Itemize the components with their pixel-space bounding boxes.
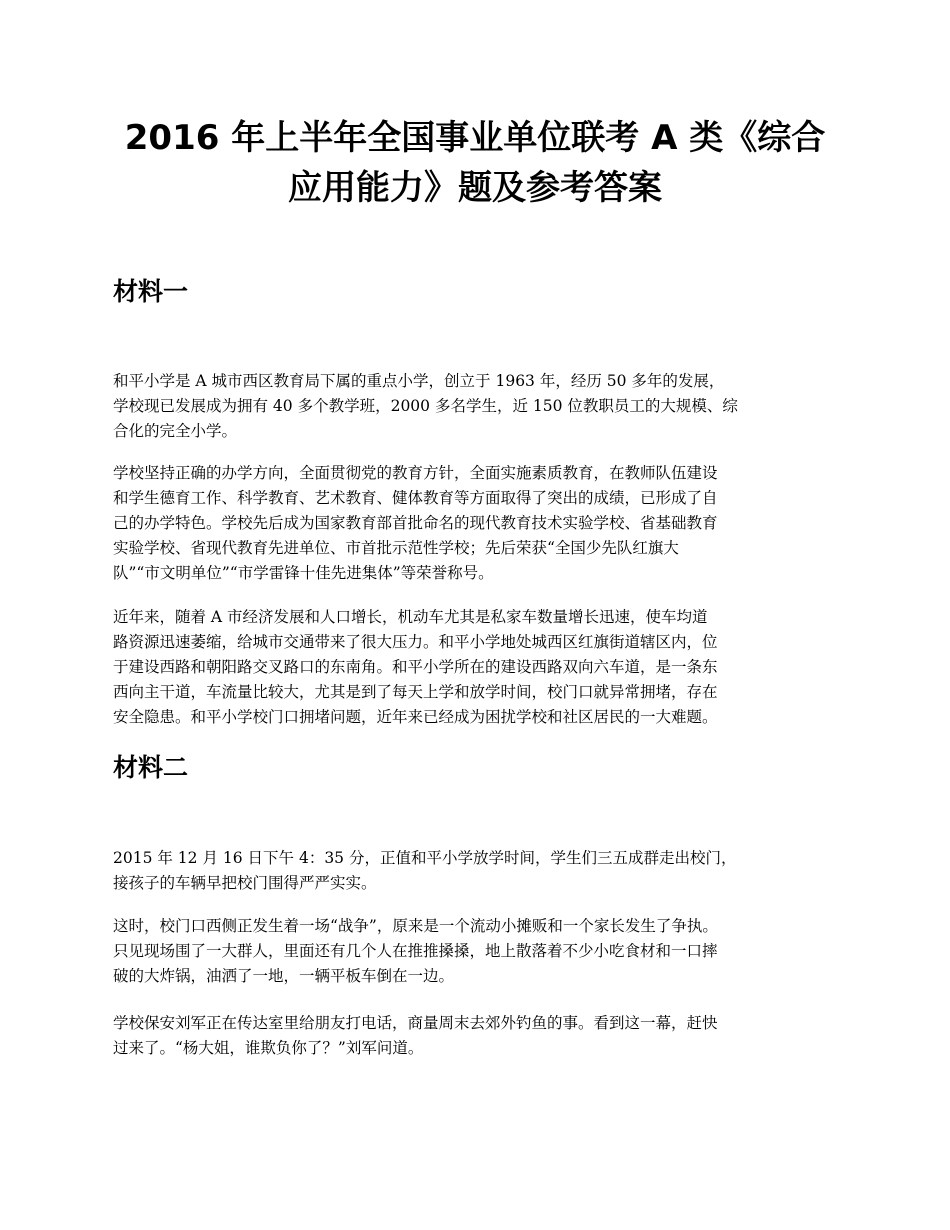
- text-line: 学校坚持正确的办学方向，全面贯彻党的教育方针，全面实施素质教育，在教师队伍建设: [113, 464, 718, 482]
- paragraph: [113, 846, 840, 896]
- text-line: 于建设西路和朝阳路交叉路口的东南角。和平小学所在的建设西路双向六车道，是一条东: [113, 658, 718, 676]
- paragraph: [113, 369, 840, 444]
- text-line: 2015 年 12 月 16 日下午 4：35 分，正值和平小学放学时间，学生们三五成群走出校门，: [113, 849, 737, 867]
- paragraph: [113, 1011, 840, 1061]
- text-line: 西向主干道，车流量比较大，尤其是到了每天上学和放学时间，校门口就异常拥堵，存在: [113, 683, 718, 701]
- document-title: [100, 113, 850, 213]
- text-line: 过来了。“杨大姐，谁欺负你了？”刘军问道。: [113, 1039, 424, 1057]
- section-heading-material-1: 材料一: [113, 277, 189, 306]
- text-line: 实验学校、省现代教育先进单位、市首批示范性学校；先后荣获“全国少先队红旗大: [113, 539, 679, 557]
- paragraph: [113, 461, 840, 586]
- text-line: 破的大炸锅，油洒了一地，一辆平板车倒在一边。: [113, 967, 455, 985]
- text-line: 和平小学是 A 城市西区教育局下属的重点小学，创立于 1963 年，经历 50 多年的发展，: [113, 372, 725, 390]
- text-line: 安全隐患。和平小学校门口拥堵问题，近年来已经成为困扰学校和社区居民的一大难题。: [113, 708, 718, 726]
- text-line: 合化的完全小学。: [113, 422, 238, 440]
- text-line: 学校保安刘军正在传达室里给朋友打电话，商量周末去郊外钓鱼的事。看到这一幕，赶快: [113, 1014, 718, 1032]
- title-line: 应用能力》题及参考答案: [288, 168, 662, 208]
- paragraph: [113, 605, 840, 730]
- text-line: 己的办学特色。学校先后成为国家教育部首批命名的现代教育技术实验学校、省基础教育: [113, 514, 718, 532]
- text-line: 这时，校门口西侧正发生着一场“战争”，原来是一个流动小摊贩和一个家长发生了争执。: [113, 917, 718, 935]
- text-line: 只见现场围了一大群人，里面还有几个人在推推搡搡，地上散落着不少小吃食材和一口摔: [113, 942, 718, 960]
- text-line: 近年来，随着 A 市经济发展和人口增长，机动车尤其是私家车数量增长迅速，使车均道: [113, 608, 708, 626]
- section-heading-material-2: 材料二: [113, 753, 189, 782]
- text-line: 和学生德育工作、科学教育、艺术教育、健体教育等方面取得了突出的成绩，已形成了自: [113, 489, 718, 507]
- text-line: 接孩子的车辆早把校门围得严严实实。: [113, 874, 377, 892]
- title-line: 2016 年上半年全国事业单位联考 A 类《综合: [124, 118, 826, 158]
- paragraph: [113, 914, 840, 989]
- text-line: 队”“市文明单位”“市学雷锋十佳先进集体”等荣誉称号。: [113, 564, 494, 582]
- text-line: 学校现已发展成为拥有 40 多个教学班，2000 多名学生，近 150 位教职员工的大规模、综: [113, 397, 738, 415]
- text-line: 路资源迅速萎缩，给城市交通带来了很大压力。和平小学地处城西区红旗街道辖区内，位: [113, 633, 718, 651]
